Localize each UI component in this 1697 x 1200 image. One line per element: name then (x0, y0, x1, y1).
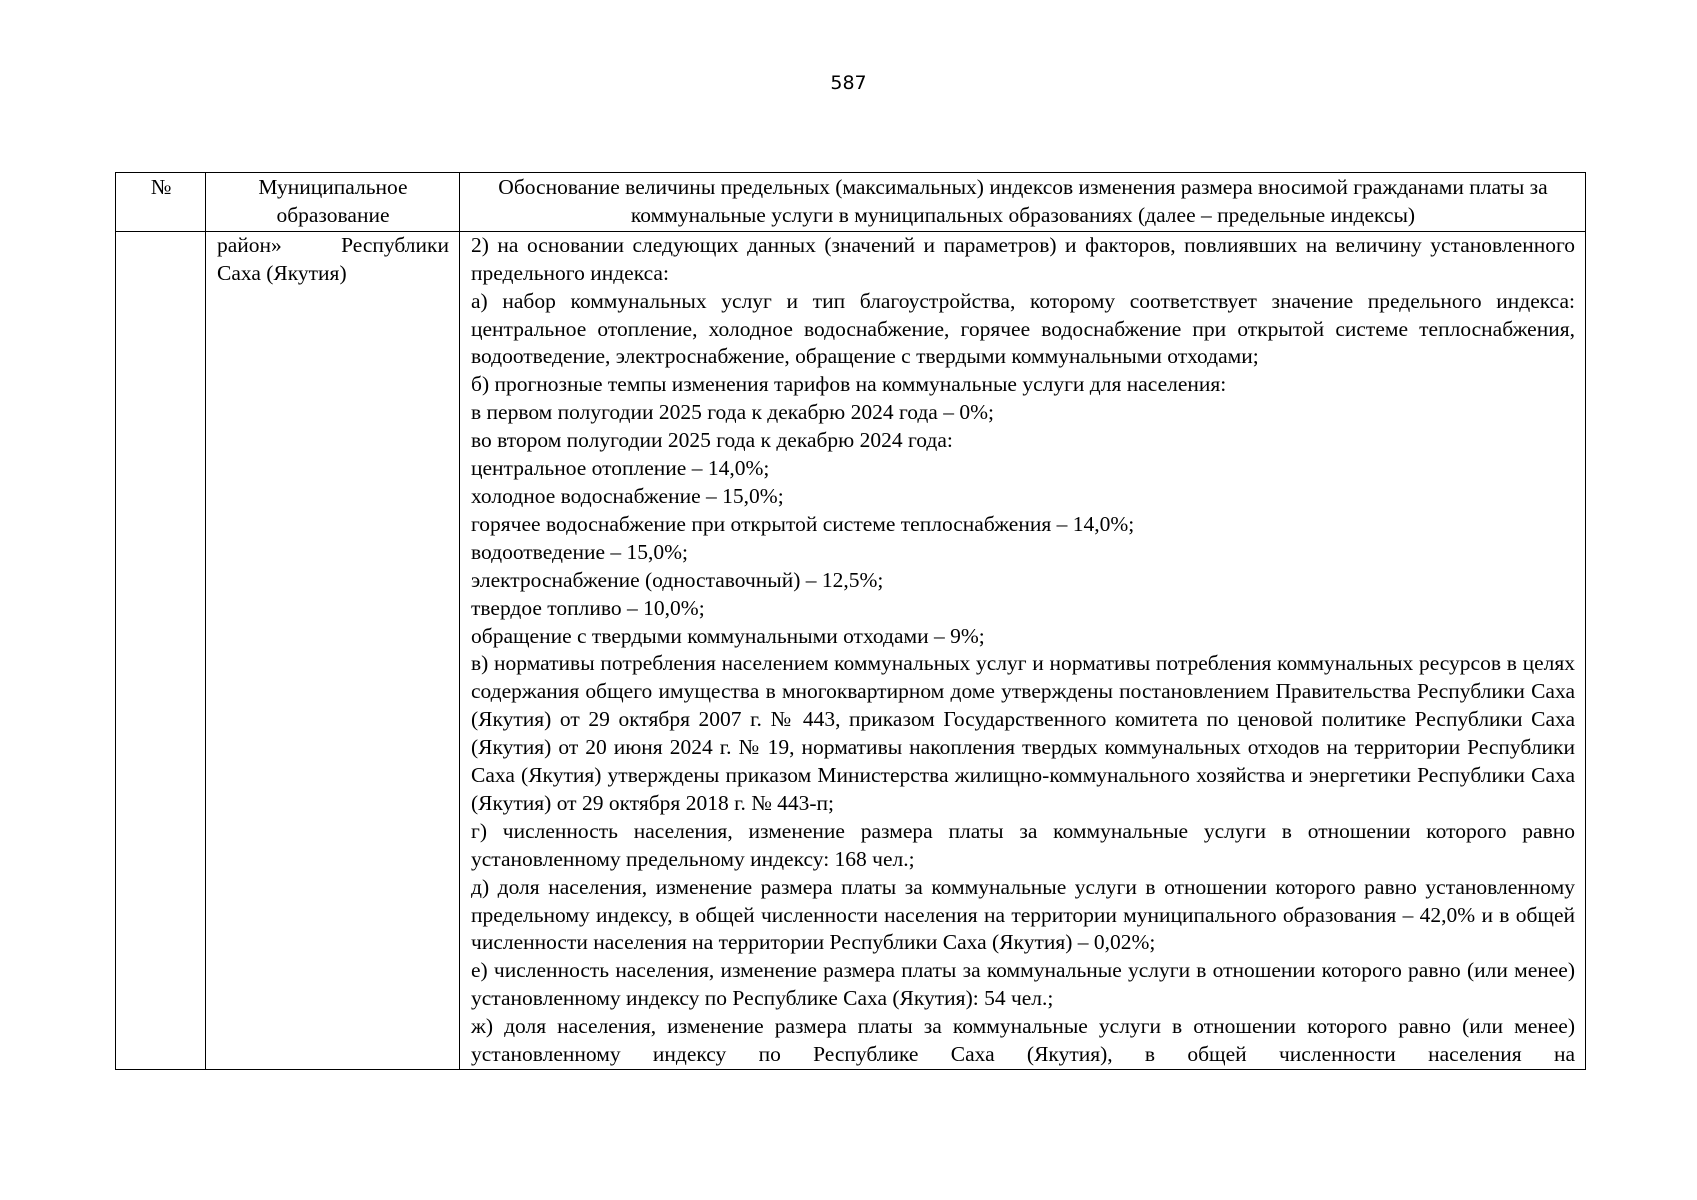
paragraph: е) численность населения, изменение размера платы за коммунальные услуги в отношении которого равно (или менее) установленному индексу по Республике Саха (Якутия): 54 чел.; (471, 958, 1575, 1011)
paragraph: ж) доля населения, изменение размера платы за коммунальные услуги в отношении которого равно (или менее) установленному индексу по Республике Саха (Якутия), в общей численности населения на (471, 1014, 1575, 1067)
header-number: № (116, 173, 206, 232)
row-number-cell (116, 231, 206, 1069)
paragraph: центральное отопление – 14,0%; (471, 456, 770, 481)
paragraph: горячее водоснабжение при открытой системе теплоснабжения – 14,0%; (471, 511, 1135, 536)
page-number: 587 (830, 72, 867, 94)
paragraph: твердое топливо – 10,0%; (471, 595, 705, 620)
paragraph: д) доля населения, изменение размера платы за коммунальные услуги в отношении которого равно установленному предельному индексу, в общей численности населения на территории муниципального образования – 42,0% и в общей численности населения на территории Республики Саха (Якутия) – 0,02%; (471, 874, 1575, 955)
municipality-cell (206, 231, 460, 1069)
justification-table (115, 172, 1586, 1070)
paragraph: обращение с твердыми коммунальными отходами – 9%; (471, 623, 985, 648)
paragraph: электроснабжение (одноставочный) – 12,5%; (471, 567, 884, 592)
paragraph: холодное водоснабжение – 15,0%; (471, 483, 784, 508)
paragraph: в) нормативы потребления населением коммунальных услуг и нормативы потребления коммунальных ресурсов в целях содержания общего имущества в многоквартирном доме утверждены постановлением Правительства Республики Саха (Якутия) от 29 октября 2007 г. № 443, приказом Государственного комитета по ценовой политике Республики Саха (Якутия) от 20 июня 2024 г. № 19, нормативы накопления твердых коммунальных отходов на территории Республики Саха (Якутия) утверждены приказом Министерства жилищно-коммунального хозяйства и энергетики Республики Саха (Якутия) от 29 октября 2018 г. № 443-п; (471, 651, 1575, 815)
header-justification: Обоснование величины предельных (максимальных) индексов изменения размера вносимой гражданами платы за коммунальные услуги в муниципальных образованиях (далее – предельные индексы) (460, 173, 1586, 232)
paragraph: в первом полугодии 2025 года к декабрю 2024 года – 0%; (471, 400, 994, 425)
paragraph: г) численность населения, изменение размера платы за коммунальные услуги в отношении которого равно установленному предельному индексу: 168 чел.; (471, 818, 1575, 871)
paragraph: водоотведение – 15,0%; (471, 539, 689, 564)
table-header-row (116, 173, 1586, 232)
municipality-line: район» Республики (217, 232, 449, 257)
paragraph: 2) на основании следующих данных (значений и параметров) и факторов, повлиявших на величину установленного предельного индекса: (471, 232, 1575, 285)
justification-cell (460, 231, 1586, 1069)
table-row (116, 231, 1586, 1069)
paragraph: а) набор коммунальных услуг и тип благоустройства, которому соответствует значение предельного индекса: центральное отопление, холодное водоснабжение, горячее водоснабжение при открытой системе теплоснабжения, водоотведение, электроснабжение, обращение с твердыми коммунальными отходами; (471, 288, 1575, 369)
header-municipality: Муниципальное образование (206, 173, 460, 232)
paragraph: б) прогнозные темпы изменения тарифов на коммунальные услуги для населения: (471, 372, 1227, 397)
paragraph: во втором полугодии 2025 года к декабрю 2024 года: (471, 428, 953, 453)
municipality-line: Саха (Якутия) (217, 260, 347, 285)
